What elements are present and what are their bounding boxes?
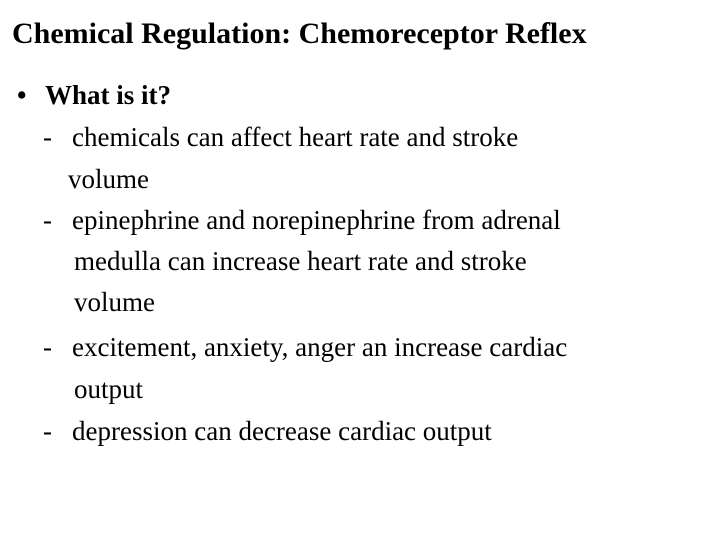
dash-icon: - [43,205,52,235]
sub-item-continuation: volume [68,164,149,194]
sub-item-text: depression can decrease cardiac output [72,416,492,446]
sub-item-line [43,331,567,363]
dash-icon: - [43,122,52,152]
sub-item-continuation: volume [74,287,155,317]
slide-title: Chemical Regulation: Chemoreceptor Reflex [12,17,587,50]
sub-item-text: chemicals can affect heart rate and stroke [72,122,519,152]
bullet-heading-text: What is it? [45,80,172,110]
dash-icon: - [43,416,52,446]
sub-item-text: excitement, anxiety, anger an increase cardiac [72,332,568,362]
sub-item-line [43,415,492,447]
bullet-icon: • [17,80,27,110]
sub-item-text: epinephrine and norepinephrine from adrenal [72,205,561,235]
sub-item-continuation: output [74,374,144,404]
sub-item-line [43,121,518,153]
sub-item-line [43,204,561,236]
dash-icon: - [43,332,52,362]
bullet-heading [17,79,171,111]
sub-item-continuation: medulla can increase heart rate and stroke [74,246,527,276]
